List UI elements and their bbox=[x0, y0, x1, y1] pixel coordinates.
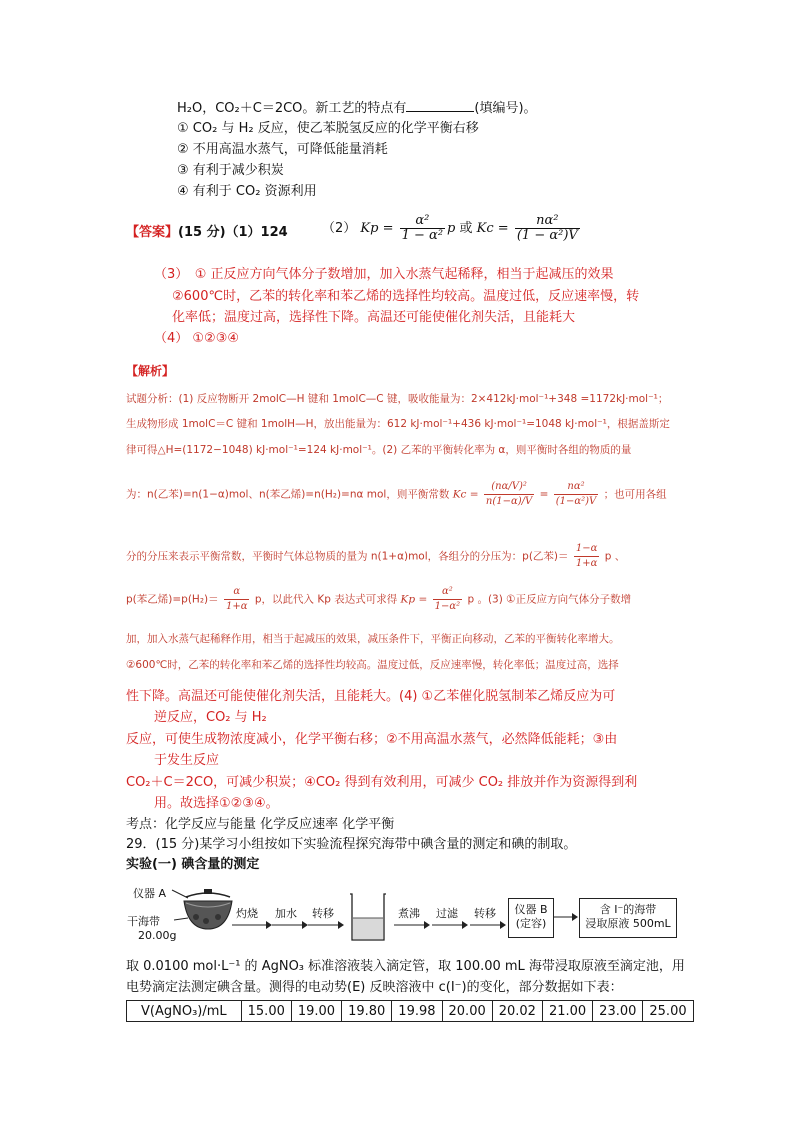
option-2: ② 不用高温水蒸气，可降低能量消耗 bbox=[177, 142, 388, 157]
analysis-tag: 【解析】 bbox=[126, 364, 175, 378]
kc-symbol-2: Kc = bbox=[452, 488, 479, 501]
q29-paragraph-2: 电势滴定法测定碘含量。测得的电动势(E) 反映溶液中 c(I⁻)的变化，部分数据如下表： bbox=[126, 980, 623, 995]
analysis-line-13: CO₂＋C＝2CO，可减少积炭；④CO₂ 得到有效利用，可减少 CO₂ 排放并作为资源得到利 bbox=[126, 775, 638, 790]
kc-denominator: (1 − α²)V bbox=[516, 228, 578, 243]
analysis-line-5 bbox=[126, 542, 625, 571]
q29-paragraph-1: 取 0.0100 mol·L⁻¹ 的 AgNO₃ 标准溶液装入滴定管，取 100.00 mL 海带浸取原液至滴定池，用 bbox=[126, 959, 685, 974]
instrument-b-label: 仪器 B bbox=[514, 903, 548, 916]
result-line-2: 浸取原液 500mL bbox=[585, 917, 671, 930]
instrument-b-box bbox=[508, 898, 554, 938]
analysis-line-8: ②600℃时，乙苯的转化率和苯乙烯的选择性均较高。温度过低，反应速率慢，转化率低；温度过高，选择 bbox=[126, 659, 619, 671]
intro-line-1-text: H₂O，CO₂＋C＝2CO。新工艺的特点有 bbox=[177, 101, 407, 116]
kp-tail: p bbox=[447, 221, 456, 236]
instrument-a-label: 仪器 A bbox=[133, 887, 167, 900]
pp1-num: 1−α bbox=[574, 542, 600, 557]
kc-symbol: Kc = bbox=[476, 221, 509, 236]
table-cell: 25.00 bbox=[643, 1001, 693, 1022]
partial-pressure-fraction-2 bbox=[224, 585, 250, 614]
analysis-line-4-tail: ；也可用各组 bbox=[603, 488, 667, 501]
q29-title: 29．(15 分)某学习小组按如下实验流程探究海带中碘含量的测定和碘的制取。 bbox=[126, 837, 577, 852]
analysis-line-11: 反应，可使生成物浓度减小，化学平衡右移；②不用高温水蒸气，必然降低能耗；③由 bbox=[126, 732, 618, 747]
table-cell: 15.00 bbox=[241, 1001, 291, 1022]
arrow-icon bbox=[272, 920, 308, 930]
kc-fraction-a-num: (nα/V)² bbox=[484, 480, 534, 495]
step-boil: 煮沸 bbox=[398, 907, 420, 920]
kp2-num: α² bbox=[433, 585, 463, 600]
kp-numerator: α² bbox=[400, 214, 445, 229]
or-text: 或 bbox=[459, 221, 473, 236]
titration-table bbox=[126, 1000, 694, 1022]
kp-symbol: Kp = bbox=[360, 221, 394, 236]
table-header-cell: V(AgNO₃)/mL bbox=[127, 1001, 242, 1022]
experiment-1-heading: 实验(一) 碘含量的测定 bbox=[126, 857, 260, 872]
kp-fraction-2 bbox=[433, 585, 463, 614]
option-3: ③ 有利于减少积炭 bbox=[177, 163, 284, 178]
option-4: ④ 有利于 CO₂ 资源利用 bbox=[177, 184, 317, 199]
table-cell: 19.98 bbox=[392, 1001, 442, 1022]
seaweed-label: 干海带 bbox=[127, 915, 160, 928]
kc-fraction-a bbox=[484, 480, 534, 509]
step-filter: 过滤 bbox=[436, 907, 458, 920]
pp2-num: α bbox=[224, 585, 250, 600]
analysis-line-10: 逆反应，CO₂ 与 H₂ bbox=[154, 710, 267, 725]
step-ignite: 灼烧 bbox=[236, 907, 258, 920]
analysis-line-6-text: p(苯乙烯)=p(H₂)＝ bbox=[126, 593, 219, 606]
beaker-icon bbox=[346, 892, 390, 944]
kaodian-line: 考点：化学反应与能量 化学反应速率 化学平衡 bbox=[126, 817, 395, 832]
analysis-line-4-text: 为：n(乙苯)=n(1−α)mol、n(苯乙烯)=n(H₂)=nα mol，则平衡常数 bbox=[126, 488, 450, 501]
pp1-den: 1+α bbox=[575, 558, 598, 569]
step-add-water: 加水 bbox=[275, 907, 297, 920]
analysis-line-7: 加，加入水蒸气起稀释作用，相当于起减压的效果，减压条件下，平衡正向移动，乙苯的平衡转化率增大。 bbox=[126, 633, 620, 645]
kc-fraction bbox=[515, 214, 580, 243]
answer-part2-label: （2） bbox=[322, 221, 357, 236]
table-cell: 20.00 bbox=[442, 1001, 492, 1022]
intro-line-1-tail: (填编号)。 bbox=[474, 101, 537, 116]
kp-symbol-2: Kp = bbox=[400, 593, 428, 606]
table-cell: 19.00 bbox=[291, 1001, 341, 1022]
step-transfer-2: 转移 bbox=[474, 907, 496, 920]
intro-line-1 bbox=[177, 98, 537, 118]
answer-tag: 【答案】 bbox=[126, 225, 179, 240]
kp-denominator: 1 − α² bbox=[401, 228, 444, 243]
instrument-b-note: (定容) bbox=[515, 917, 547, 930]
kc-fraction-a-den: n(1−α)/V bbox=[485, 496, 533, 507]
result-box bbox=[579, 898, 677, 938]
analysis-line-6-tail: p 。(3) ①正反应方向气体分子数增 bbox=[467, 593, 632, 606]
analysis-line-1: 试题分析：(1) 反应物断开 2molC—H 键和 1molC—C 键，吸收能量为：2×412kJ·mol⁻¹+348 =1172kJ·mol⁻¹； bbox=[126, 393, 669, 405]
option-1: ① CO₂ 与 H₂ 反应，使乙苯脱氢反应的化学平衡右移 bbox=[177, 121, 479, 136]
pp2-den: 1+α bbox=[225, 601, 248, 612]
arrow-icon bbox=[232, 920, 272, 930]
table-row bbox=[127, 1001, 694, 1022]
result-line-1: 含 I⁻的海带 bbox=[599, 903, 657, 916]
analysis-line-6 bbox=[126, 585, 631, 614]
analysis-line-5-text: 分的分压来表示平衡常数，平衡时气体总物质的量为 n(1+α)mol，各组分的分压为：p(乙苯)＝ bbox=[126, 550, 569, 563]
kc-numerator: nα² bbox=[515, 214, 580, 229]
partial-pressure-fraction-1 bbox=[574, 542, 600, 571]
analysis-line-5-tail: p 、 bbox=[604, 550, 626, 563]
answer-part3-line2: ②600℃时，乙苯的转化率和苯乙烯的选择性均较高。温度过低，反应速率慢，转 bbox=[172, 289, 640, 304]
arrow-icon bbox=[554, 912, 578, 922]
table-cell: 23.00 bbox=[593, 1001, 643, 1022]
table-cell: 21.00 bbox=[542, 1001, 592, 1022]
kp-fraction bbox=[400, 214, 445, 243]
answer-part4: （4） ①②③④ bbox=[154, 331, 240, 346]
seaweed-mass: 20.00g bbox=[138, 929, 177, 942]
table-cell: 20.02 bbox=[492, 1001, 542, 1022]
answer-part3-line3: 化率低；温度过高，选择性下降。高温还可能使催化剂失活，且能耗大 bbox=[172, 310, 576, 325]
analysis-line-9: 性下降。高温还可能使催化剂失活，且能耗大。(4) ①乙苯催化脱氢制苯乙烯反应为可 bbox=[126, 689, 616, 704]
answer-part3-line1: （3） ① 正反应方向气体分子数增加，加入水蒸气起稀释，相当于起减压的效果 bbox=[154, 267, 614, 282]
answer-line bbox=[126, 224, 288, 242]
pointer-line bbox=[160, 888, 220, 928]
analysis-line-14: 用。故选择①②③④。 bbox=[154, 796, 279, 811]
answer-blank bbox=[406, 98, 474, 112]
arrow-icon bbox=[394, 920, 430, 930]
answer-head: (15 分)（1）124 bbox=[178, 225, 288, 240]
kc-fraction-b-num: nα² bbox=[554, 480, 599, 495]
kp2-den: 1−α² bbox=[434, 601, 461, 612]
analysis-line-6-mid: p，以此代入 Kp 表达式可求得 bbox=[254, 593, 398, 606]
equals-sign: = bbox=[539, 488, 549, 501]
arrow-icon bbox=[432, 920, 468, 930]
step-transfer-1: 转移 bbox=[312, 907, 334, 920]
arrow-icon bbox=[470, 920, 506, 930]
analysis-line-12: 于发生反应 bbox=[154, 753, 220, 768]
kc-fraction-b bbox=[554, 480, 599, 509]
analysis-line-2: 生成物形成 1molC＝C 键和 1molH—H，放出能量为：612 kJ·mol⁻¹+436 kJ·mol⁻¹=1048 kJ·mol⁻¹，根据盖斯定 bbox=[126, 418, 670, 430]
table-cell: 19.80 bbox=[342, 1001, 392, 1022]
analysis-line-3: 律可得△H=(1172−1048) kJ·mol⁻¹=124 kJ·mol⁻¹。(2) 乙苯的平衡转化率为 α，则平衡时各组的物质的量 bbox=[126, 444, 632, 456]
arrow-icon bbox=[308, 920, 344, 930]
analysis-line-4 bbox=[126, 480, 667, 509]
answer-formula bbox=[322, 214, 582, 243]
kc-fraction-b-den: (1−α²)V bbox=[555, 496, 597, 507]
